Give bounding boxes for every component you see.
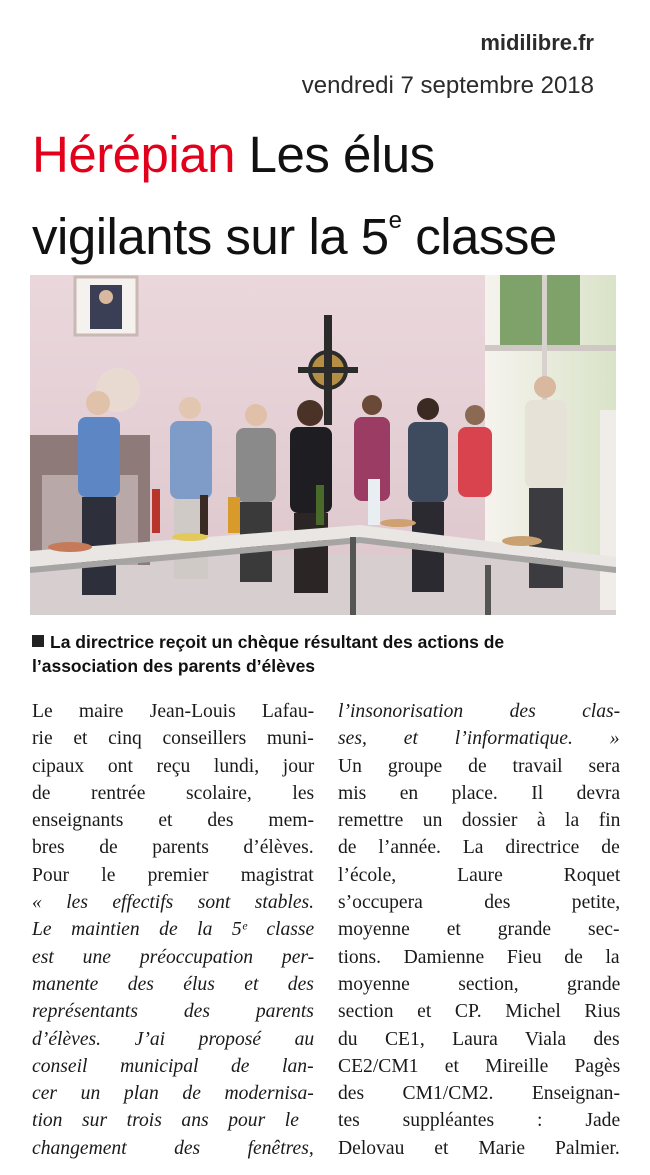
caption-line-2: l’association des parents d’élèves: [32, 656, 316, 676]
article-line: mis en place. Il devra: [338, 782, 621, 804]
article-line: Un groupe de travail sera: [338, 755, 621, 777]
headline-title-sup: e: [388, 207, 402, 234]
article-line: moyenne section, grande: [338, 973, 621, 995]
article-line: ses, et l’informatique. »: [338, 728, 620, 750]
caption-square-icon: [32, 635, 44, 647]
article-line: représentants des parents: [32, 1001, 314, 1023]
article-line: de l’année. La directrice de: [338, 837, 620, 859]
caption-line-1: La directrice reçoit un chèque résultant des actions de: [50, 632, 505, 652]
photo-illustration: [30, 275, 616, 615]
article-line: enseignants et des mem-: [32, 810, 315, 832]
article-column-1: [32, 698, 314, 1162]
photo-caption: [32, 630, 622, 678]
article-line: bres de parents d’élèves.: [32, 837, 314, 859]
article-line: Le maintien de la 5ᵉ classe: [32, 919, 315, 941]
article-line: des CM1/CM2. Enseignan-: [338, 1083, 620, 1105]
article-line: s’occupera des petite,: [338, 892, 621, 914]
article-line: tion sur trois ans pour le: [32, 1110, 299, 1132]
article-line: cipaux ont reçu lundi, jour: [32, 755, 315, 777]
article-line: changement des fenêtres,: [32, 1137, 314, 1159]
article-line: Le maire Jean-Louis Lafau-: [32, 701, 315, 722]
article-line: d’élèves. J’ai proposé au: [32, 1028, 315, 1050]
headline-town: Hérépian: [32, 126, 235, 183]
article-photo: [30, 275, 616, 615]
publication-date: vendredi 7 septembre 2018: [301, 72, 594, 99]
article-line: l’école, Laure Roquet: [338, 864, 621, 886]
article-line: du CE1, Laura Viala des: [338, 1028, 620, 1050]
article-line: « les effectifs sont stables.: [32, 892, 315, 914]
article-line: conseil municipal de lan-: [32, 1055, 314, 1077]
article-line: manente des élus et des: [32, 973, 314, 995]
headline-title-2: vigilants sur la 5: [32, 208, 389, 265]
article-line: tions. Damienne Fieu de la: [338, 946, 620, 968]
article-line: moyenne et grande sec-: [338, 919, 620, 941]
article-line: cer un plan de modernisa-: [32, 1083, 314, 1105]
source-site: midilibre.fr: [480, 30, 594, 55]
headline-title-3: classe: [401, 208, 557, 265]
article-line: section et CP. Michel Rius: [338, 1001, 621, 1023]
headline-title-1: Les élus: [248, 126, 435, 183]
article-line: de rentrée scolaire, les: [32, 782, 315, 804]
article-line: rie et cinq conseillers muni-: [32, 728, 314, 750]
article-line: Pour le premier magistrat: [32, 864, 314, 886]
article-column-2: [338, 698, 620, 1162]
article-line: Delovau et Marie Palmier.: [338, 1137, 620, 1159]
article-line: est une préoccupation per-: [32, 946, 315, 968]
article-line: remettre un dossier à la fin: [338, 810, 621, 832]
article-line: CE2/CM1 et Mireille Pagès: [338, 1055, 621, 1077]
headline: [32, 122, 632, 270]
article-line: tes suppléantes : Jade: [338, 1110, 621, 1132]
article-line: l’insonorisation des clas-: [338, 701, 621, 722]
